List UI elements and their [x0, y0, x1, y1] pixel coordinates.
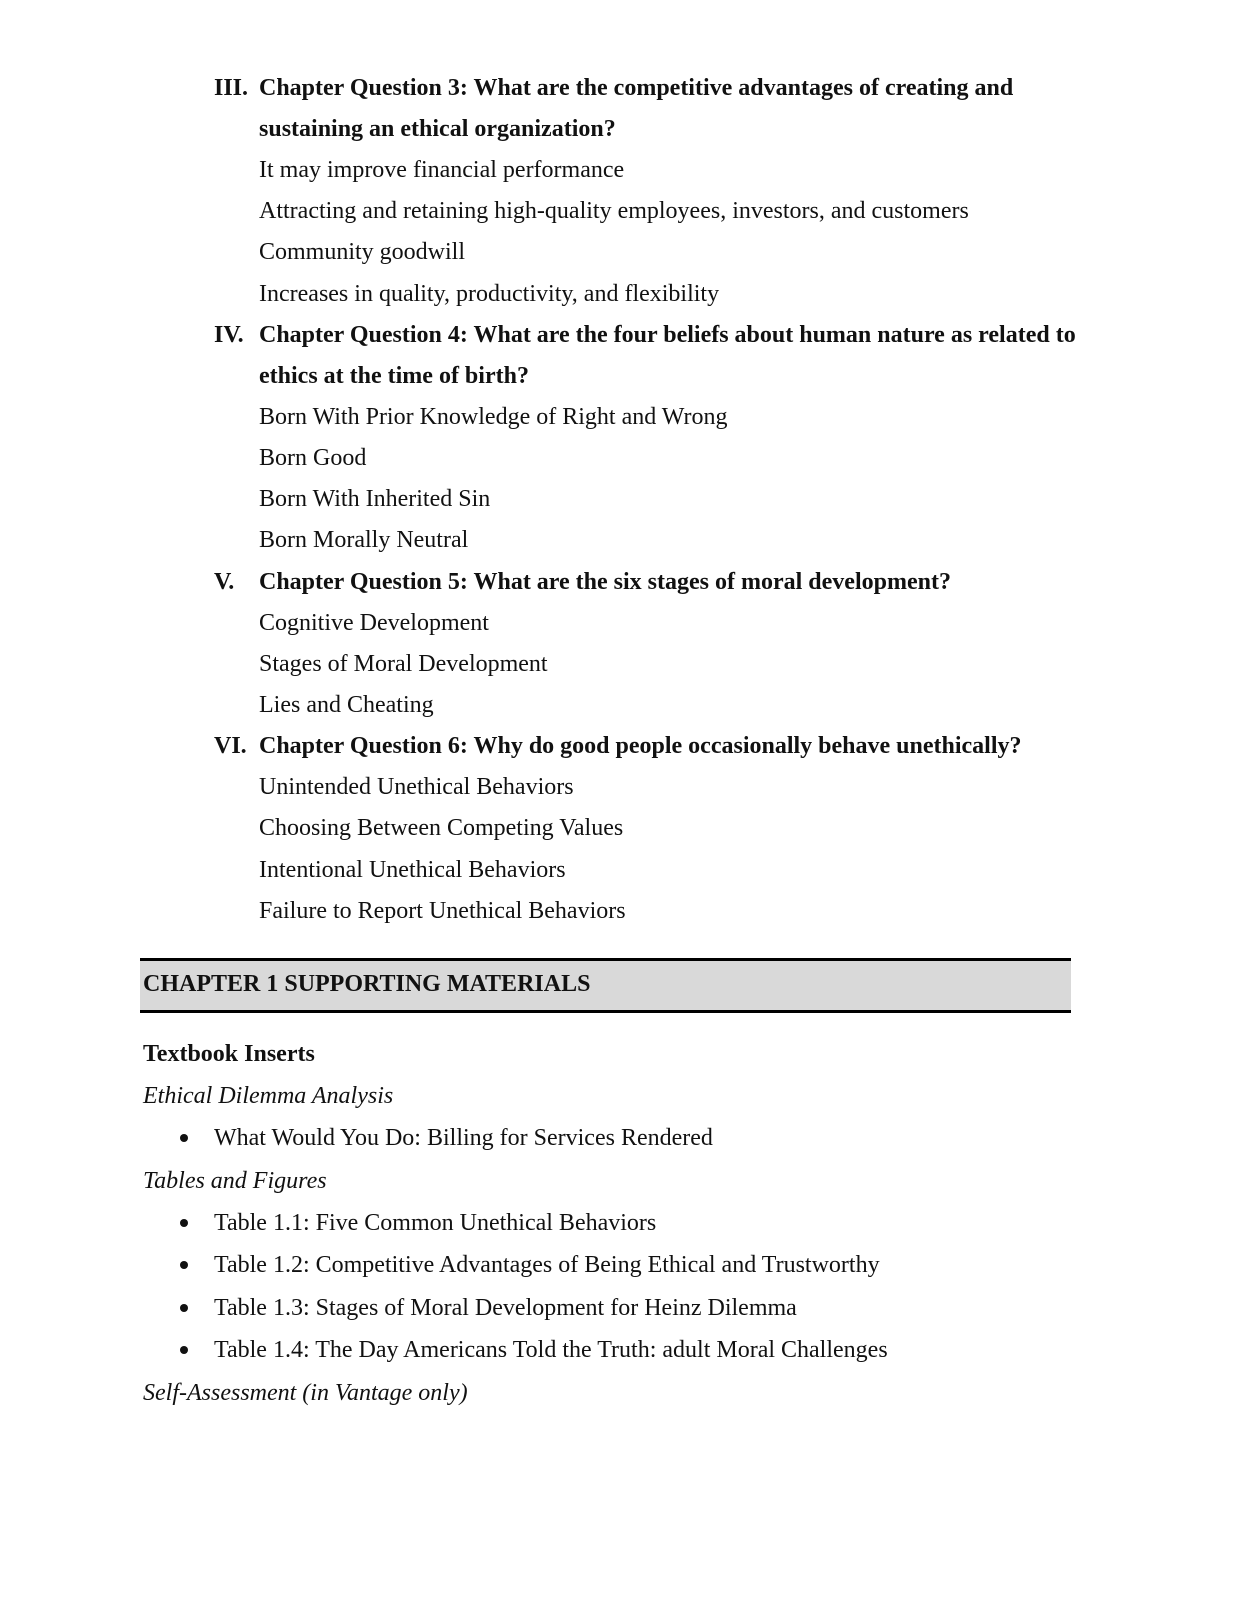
question-title: Chapter Question 4: What are the four beliefs about human nature as related to ethics at the time of birth?: [259, 321, 1076, 389]
list-item: [143, 1202, 1083, 1245]
bullet-icon: [180, 1134, 188, 1142]
list-item-text: Table 1.1: Five Common Unethical Behaviors: [214, 1209, 657, 1236]
question-title: Chapter Question 6: Why do good people occasionally behave unethically?: [259, 733, 1022, 760]
bullet-icon: [180, 1219, 188, 1227]
list-item: [143, 1329, 1083, 1372]
question-item: Unintended Unethical Behaviors: [259, 774, 574, 801]
question-item: Intentional Unethical Behaviors: [259, 856, 566, 883]
bullet-icon: [180, 1261, 188, 1269]
ethical-dilemma-label: Ethical Dilemma Analysis: [143, 1083, 394, 1109]
list-item-text: Table 1.2: Competitive Advantages of Being Ethical and Trustworthy: [214, 1252, 880, 1278]
question-title: Chapter Question 3: What are the competitive advantages of creating and sustaining an ethical organization?: [259, 75, 1014, 142]
question-title: Chapter Question 5: What are the six stages of moral development?: [259, 568, 951, 595]
chapter-question-6: [214, 726, 1094, 932]
list-item-text: What Would You Do: Billing for Services Rendered: [214, 1125, 713, 1151]
tables-figures-label: Tables and Figures: [143, 1167, 327, 1194]
chapter-questions-outline: [214, 68, 1094, 932]
list-item: [143, 1287, 1083, 1330]
question-item: Lies and Cheating: [259, 692, 434, 719]
question-item: Born Morally Neutral: [259, 527, 469, 554]
chapter-question-5: [214, 562, 1094, 727]
question-numeral: V.: [214, 568, 235, 595]
banner-title: CHAPTER 1 SUPPORTING MATERIALS: [143, 971, 591, 997]
question-item: Born With Prior Knowledge of Right and Wrong: [259, 403, 728, 430]
list-item: [143, 1244, 1083, 1287]
list-item-text: Table 1.3: Stages of Moral Development for Heinz Dilemma: [214, 1294, 797, 1321]
question-numeral: III.: [214, 75, 249, 101]
tables-figures-list: [143, 1202, 1083, 1372]
self-assessment-label: Self-Assessment (in Vantage only): [143, 1379, 468, 1406]
question-item: Increases in quality, productivity, and flexibility: [259, 280, 720, 307]
bullet-icon: [180, 1304, 188, 1312]
question-item: Failure to Report Unethical Behaviors: [259, 897, 626, 924]
question-item: Cognitive Development: [259, 609, 489, 636]
question-item: Born With Inherited Sin: [259, 486, 491, 513]
question-numeral: VI.: [214, 733, 247, 760]
question-item: Attracting and retaining high-quality employees, investors, and customers: [259, 198, 969, 225]
question-numeral: IV.: [214, 321, 244, 348]
question-item: Born Good: [259, 445, 367, 472]
chapter-question-3: [214, 68, 1094, 315]
bullet-icon: [180, 1346, 188, 1354]
question-item: It may improve financial performance: [259, 157, 625, 183]
chapter-question-4: [214, 315, 1094, 562]
ethical-dilemma-list: [143, 1117, 1083, 1160]
question-item: Choosing Between Competing Values: [259, 815, 624, 842]
supporting-materials-banner: [140, 958, 1071, 1013]
question-item: Stages of Moral Development: [259, 650, 548, 677]
supporting-materials-section: [143, 1034, 1083, 1414]
list-item: [143, 1117, 1083, 1160]
question-item: Community goodwill: [259, 239, 466, 266]
list-item-text: Table 1.4: The Day Americans Told the Truth: adult Moral Challenges: [214, 1337, 888, 1363]
textbook-inserts-heading: Textbook Inserts: [143, 1041, 315, 1067]
